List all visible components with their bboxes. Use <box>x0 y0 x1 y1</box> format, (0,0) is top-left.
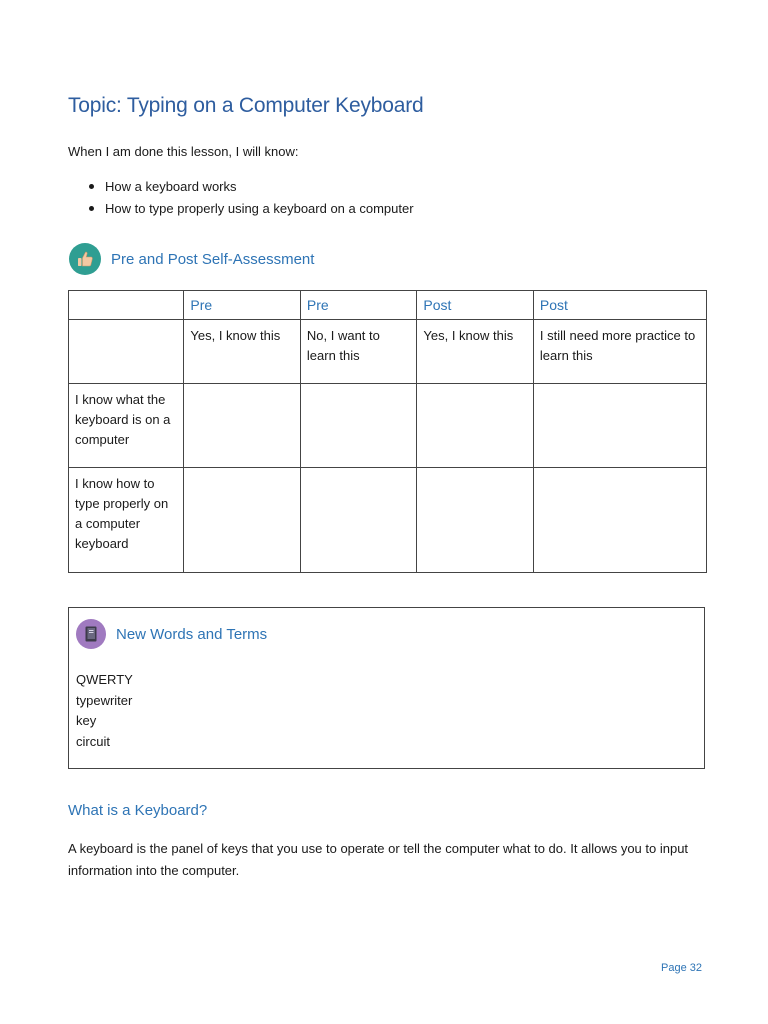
table-cell: No, I want to learn this <box>300 320 417 384</box>
table-header-row <box>69 291 707 320</box>
checkbox-cell[interactable] <box>300 468 417 573</box>
table-options-row <box>69 320 707 384</box>
assessment-header <box>69 243 314 275</box>
section-heading: What is a Keyboard? <box>68 802 208 819</box>
thumbs-up-icon <box>69 243 101 275</box>
learning-goals-list <box>105 178 414 222</box>
table-cell: I know how to type properly on a computer keyboard <box>69 468 184 573</box>
table-cell: Yes, I know this <box>417 320 534 384</box>
table-row <box>69 468 707 573</box>
table-header-cell: Pre <box>184 291 301 320</box>
intro-text: When I am done this lesson, I will know: <box>68 144 299 159</box>
table-cell: I still need more practice to learn this <box>533 320 706 384</box>
self-assessment-table <box>68 290 707 573</box>
checkbox-cell[interactable] <box>184 384 301 468</box>
list-item: QWERTY <box>76 672 133 687</box>
table-row <box>69 384 707 468</box>
checkbox-cell[interactable] <box>417 468 534 573</box>
checkbox-cell[interactable] <box>184 468 301 573</box>
checkbox-cell[interactable] <box>533 468 706 573</box>
table-header-cell: Post <box>533 291 706 320</box>
table-header-cell: Pre <box>300 291 417 320</box>
section-paragraph: A keyboard is the panel of keys that you use to operate or tell the computer what to do. It allows you to input information into the computer. <box>68 841 689 878</box>
table-cell: I know what the keyboard is on a computer <box>69 384 184 468</box>
list-item: key <box>76 713 97 728</box>
checkbox-cell[interactable] <box>533 384 706 468</box>
table-cell: Yes, I know this <box>184 320 301 384</box>
table-header-cell <box>69 291 184 320</box>
checkbox-cell[interactable] <box>417 384 534 468</box>
table-cell <box>69 320 184 384</box>
book-icon <box>76 619 106 649</box>
terms-list <box>76 670 133 752</box>
new-words-box <box>68 607 705 769</box>
list-item: How to type properly using a keyboard on a computer <box>105 200 414 222</box>
terms-title: New Words and Terms <box>116 625 268 643</box>
page-title: Topic: Typing on a Computer Keyboard <box>68 94 424 117</box>
checkbox-cell[interactable] <box>300 384 417 468</box>
terms-header <box>76 619 267 649</box>
list-item: How a keyboard works <box>105 178 414 200</box>
list-item: circuit <box>76 733 110 749</box>
assessment-title: Pre and Post Self-Assessment <box>111 250 315 268</box>
page-number: Page 32 <box>661 962 702 974</box>
table-header-cell: Post <box>417 291 534 320</box>
list-item: typewriter <box>76 692 133 708</box>
